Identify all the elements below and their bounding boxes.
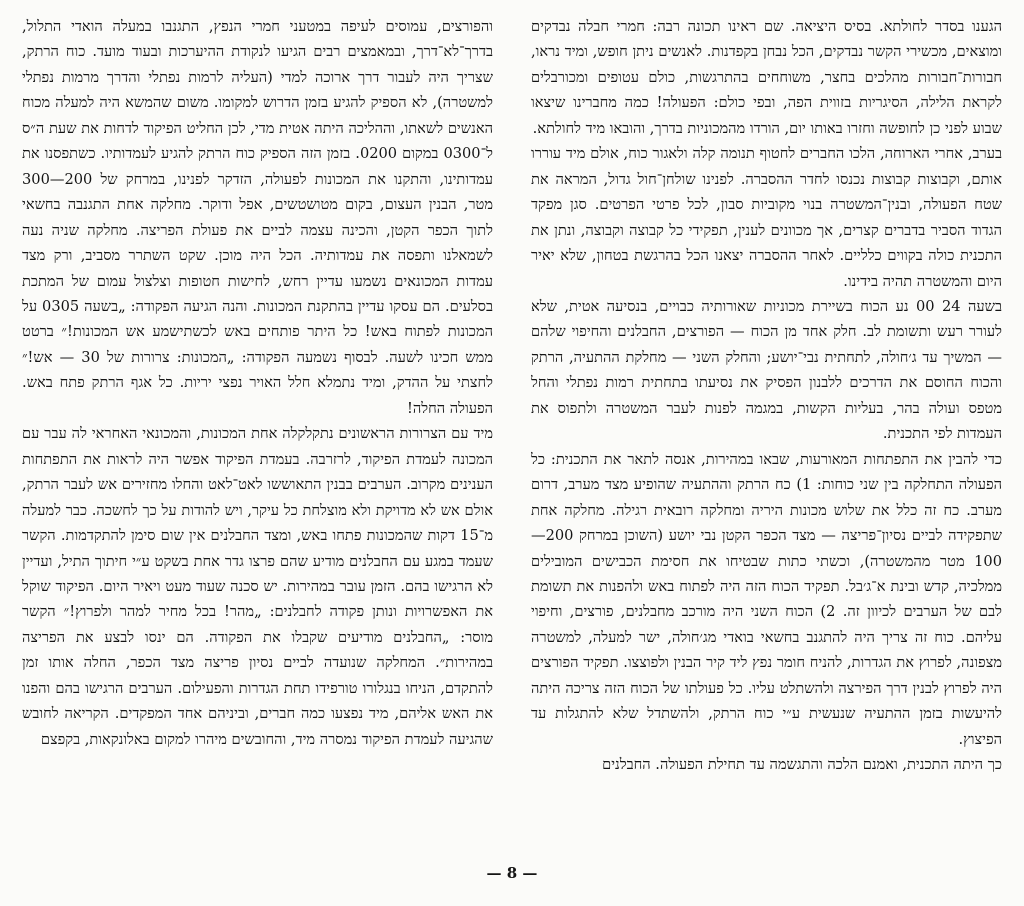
- paragraph: הגענו בסדר לחולתא. בסיס היציאה. שם ראינו תכונה רבה: חמרי חבלה נבדקים ומוצאים, מכשירי הקשר נבדקים, הכל נבחן בקפדנות. לאנשים ניתן חופש, ומיד נראו, חבורות־חבורות מהלכים בחצר, משוחחים בהתרגשות, כולם עטופים ומכורבלים לקראת הלילה, הסיגריות בזווית הפה, ובפי כולם: הפעולה! כמה מחברינו שיצאו שבוע לפני כן לחופשה וחזרו באותו יום, הורדו מהמכוניות בדרך, והובאו מיד לחולתא.: [531, 18, 1002, 137]
- left-column: [22, 14, 493, 859]
- paragraph: והפורצים, עמוסים לעיפה במטעני חמרי הנפץ, התגנבו במעלה הואדי התלול, בדרך־לא־דרך, ובמאמצים רבים הגיעו לנקודת ההיערכות ובעוד מועד. כוח הרתק, שצריך היה לעבור דרך ארוכה למדי (העליה לרמות נפתלי והדרך מרמות נפתלי למשטרה), לא הספיק להגיע בזמן הדרוש למקומו. משום שהמשא היה למעלה מכוח האנשים לשאתו, וההליכה היתה אטית מדי, לכן החליט הפיקוד לדחות את שעת ה״ס ל־0300 במקום 0200. בזמן הזה הספיק כוח הרתק להגיע לעמדותיו. כשתפסנו את עמדותינו, והתקנו את המכונות לפעולה, הזדקר לפנינו, במרחק של 200—300 מטר, הבנין העצום, בקום מטושטשים, אפל ודוקר. מחלקה אחת התגנבה בחשאי לתוך הכפר הקטן, והכינה עצמה לביים את פעולת הפריצה. מחלקה שניה נעה לשמאלנו ותפסה את עמדותיה. הכל היה מוכן. שקט השתרר מסביב, ורק מצד עמדות המכונאים נשמעו עדיין רחש, לחישות חטופות וצלצול עמום של המתכת בסלעים. הם עסקו עדיין בהתקנת המכונות. והנה הגיעה הפקודה: „בשעה 0305 על המכונות לפתוח באש! כל היתר פותחים באש לכשתישמע אש המכונות!״ ברטט ממש חכינו לשעה. לבסוף נשמעה הפקודה: „המכונות: צרורות של 30 — אש!״ לחצתי על ההדק, ומיד נתמלא חלל האויר נפצי יריות. כל אגף הרתק פתח באש. הפעולה החלה!: [22, 18, 493, 417]
- paragraph: כדי להבין את התפתחות המאורעות, שבאו במהירות, אנסה לתאר את התכנית: כל הפעולה התחלקה בין שני כוחות: 1) כח הרתק וההתעיה שהופיע מצד מערב, דרום מערב. כח זה כלל את שלוש מכונות היריה ומחלקה רובאית רגילה. מחלקה אחת שתפקידה לביים נסיון־פריצה — מצד הכפר הקטן נבי יושע (השוכן במרחק 200—100 מטר מהמשטרה), וכשתי כתות שבטיחו את חסימת הכבישים המובילים ממלכיה, קדש ובינת א־ג׳בל. תפקיד הכוח הזה היה לפתוח באש ולהפנות את תשומת לבם של הערבים לכיוון זה. 2) הכוח השני היה מורכב מחבלנים, פורצים, וחיפוי עליהם. כוח זה צריך היה להתגנב בחשאי בואדי מג׳חולה, ישר למעלה, למשטרה מצפונה, לפרוץ את הגדרות, להניח חומר נפץ ליד קיר הבנין ולפוצצו. תפקיד הפורצים היה לפרוץ לבנין דרך הפירצה ולהשתלט עליו. כל פעולתו של הכוח הזה צריכה היתה להיעשות בזמן ההתעיה שנעשית ע״י כוח הרתק, ולהשתדל שלא להתגלות עד הפיצוץ.: [531, 450, 1002, 748]
- right-column: [531, 14, 1002, 859]
- page-number: — 8 —: [486, 864, 538, 882]
- paragraph: מיד עם הצרורות הראשונים נתקלקלה אחת המכונות, והמכונאי האחראי לה עבר עם המכונה לעמדת הפיקוד, לרזרבה. בעמדת הפיקוד אפשר היה לראות את התפתחות הענינים מקרוב. הערבים בבנין התאוששו לאט־לאט והחלו מחזירים אש לעבר הרתק, אולם אש לא מדויקת ולא מוצלחת כל עיקר, ויש להודות על כך לחשכה. כבר למעלה מ־15 דקות שהמכונות פתחו באש, ומצד החבלנים אין שום סימן להתקדמות. הקשר שעמד במגע עם החבלנים מודיע שהם פרצו גדר אחת בשקט ע״י חיתוך התיל, ועדיין לא הרגישו בהם. הזמן עובר במהירות. יש סכנה שעוד מעט ויאיר היום. הפיקוד שוקל את האפשרויות ונותן פקודה לחבלנים: „מהר! בכל מחיר למהר ולפרוץ!״ הקשר מוסר: „החבלנים מודיעים שקבלו את הפקודה. הם ינסו לבצע את הפריצה במהירות״. המחלקה שנועדה לביים נסיון פריצה מצד הכפר, החלה אותו זמן להתקדם, הניחו בנגלורו טורפידו תחת הגדרות והפעילום. הערבים הרגישו בהם והפנו את האש אליהם, מיד נפצעו כמה חברים, וביניהם אחד המפקדים. הקריאה לחובש שהגיעה לעמדת הפיקוד נמסרה מיד, והחובשים מיהרו למקום באלונקאות, בקפצם: [22, 425, 493, 748]
- paragraph: כך היתה התכנית, ואמנם הלכה והתגשמה עד תחילת הפעולה. החבלנים: [602, 756, 1002, 774]
- paragraph: בערב, אחרי הארוחה, הלכו החברים לחטוף תנומה קלה ולאגור כוח, אולם מיד עוררו אותם, וקבוצות קבוצות נכנסו לחדר ההסברה. לפנינו שולחן־חול גדול, המראה את שטח הפעולה, ובנין־המשטרה בנוי מקוביות סבון, לכל פרטי הפרטים. סגן מפקד הגדוד הסביר בדברים קצרים, אך מכוונים לענין, תפקידי כל קבוצה וקבוצה, ונתן את התכנית כולה בקווים כלליים. לאחר ההסברה יצאנו הכל בהרגשת בטחון, שלא יאיר היום והמשטרה תהיה בידינו.: [531, 145, 1002, 290]
- paragraph: בשעה 24 00 נע הכוח בשיירת מכוניות שאורותיה כבויים, בנסיעה אטית, שלא לעורר רעש ותשומת לב. חלק אחד מן הכוח — הפורצים, החבלנים והחיפוי שלהם — המשיך עד ג׳חולה, לתחתית נבי־יושע; והחלק השני — מחלקת ההתעיה, הרתק והכוח החוסם את הדרכים ללבנון הפסיק את נסיעתו בתחתית רמות נפתלי והחל מטפס ועולה בהר, בעליות הקשות, במגמה לפנות לעבר המשטרה ולתפוס את העמדות לפי התכנית.: [531, 297, 1002, 443]
- text-columns: [22, 14, 1002, 859]
